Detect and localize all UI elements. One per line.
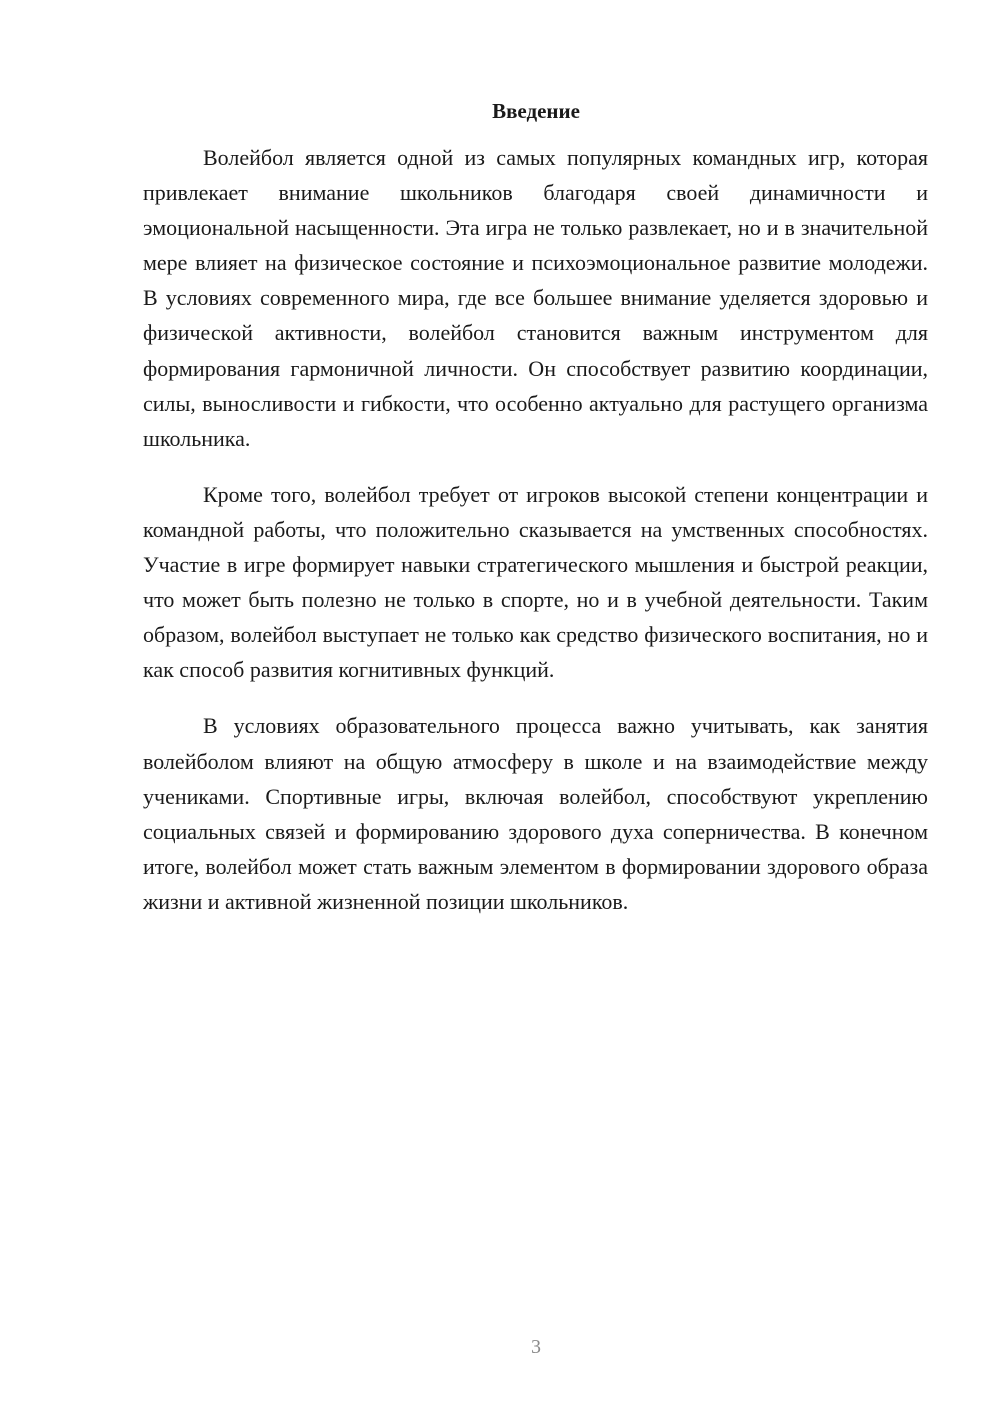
- page-title: Введение: [492, 99, 580, 123]
- paragraph-1: Волейбол является одной из самых популярных командных игр, которая привлекает внимание школьников благодаря своей динамичности и эмоциональной насыщенности. Эта игра не только развлекает, но и в значительной мере влияет на физическое состояние и психоэмоциональное развитие молодежи. В условиях современного мира, где все большее внимание уделяется здоровью и физической активности, волейбол становится важным инструментом для формирования гармоничной личности. Он способствует развитию координации, силы, выносливости и гибкости, что особенно актуально для растущего организма школьника.: [143, 145, 928, 451]
- document-body: [143, 140, 928, 940]
- paragraph-2: Кроме того, волейбол требует от игроков высокой степени концентрации и командной работы, что положительно сказывается на умственных способностях. Участие в игре формирует навыки стратегического мышления и быстрой реакции, что может быть полезно не только в спорте, но и в учебной деятельности. Таким образом, волейбол выступает не только как средство физического воспитания, но и как способ развития когнитивных функций.: [143, 481, 928, 683]
- page-number: 3: [531, 1336, 541, 1358]
- paragraph-3: В условиях образовательного процесса важно учитывать, как занятия волейболом влияют на общую атмосферу в школе и на взаимодействие между учениками. Спортивные игры, включая волейбол, способствуют укреплению социальных связей и формированию здорового духа соперничества. В конечном итоге, волейбол может стать важным элементом в формировании здорового образа жизни и активной жизненной позиции школьников.: [143, 713, 928, 914]
